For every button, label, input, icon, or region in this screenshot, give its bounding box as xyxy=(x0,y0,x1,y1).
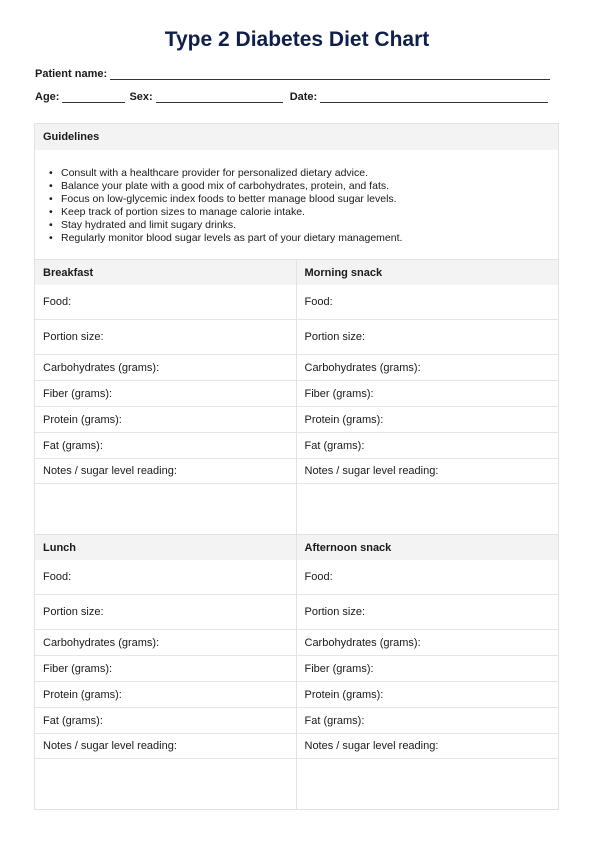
notes-field[interactable]: Notes / sugar level reading: xyxy=(35,459,296,484)
fiber-field[interactable]: Fiber (grams): xyxy=(297,381,559,407)
notes-area[interactable] xyxy=(35,759,296,809)
notes-field[interactable]: Notes / sugar level reading: xyxy=(35,734,296,759)
fat-field[interactable]: Fat (grams): xyxy=(35,433,296,459)
portion-field[interactable]: Portion size: xyxy=(297,320,559,355)
date-label: Date: xyxy=(289,91,318,103)
afternoon-snack-column xyxy=(297,534,560,810)
age-label: Age: xyxy=(35,91,60,103)
food-field[interactable]: Food: xyxy=(297,560,559,595)
protein-field[interactable]: Protein (grams): xyxy=(297,682,559,708)
notes-area[interactable] xyxy=(297,484,559,534)
protein-field[interactable]: Protein (grams): xyxy=(35,682,296,708)
food-field[interactable]: Food: xyxy=(35,285,296,320)
patient-name-field[interactable] xyxy=(110,69,550,80)
patient-details-row xyxy=(35,91,548,103)
page-title: Type 2 Diabetes Diet Chart xyxy=(164,28,430,51)
fat-field[interactable]: Fat (grams): xyxy=(35,708,296,734)
morning-snack-heading: Morning snack xyxy=(297,260,559,285)
date-field[interactable] xyxy=(320,92,548,103)
list-item: • Regularly monitor blood sugar levels as part of your dietary management. xyxy=(49,232,558,245)
morning-snack-column xyxy=(297,259,560,535)
food-field[interactable]: Food: xyxy=(35,560,296,595)
protein-field[interactable]: Protein (grams): xyxy=(297,407,559,433)
age-field[interactable] xyxy=(62,92,125,103)
afternoon-snack-heading: Afternoon snack xyxy=(297,535,559,560)
breakfast-column xyxy=(34,259,297,535)
guidelines-box xyxy=(34,123,559,260)
list-item: • Balance your plate with a good mix of carbohydrates, protein, and fats. xyxy=(49,180,558,193)
carbs-field[interactable]: Carbohydrates (grams): xyxy=(35,630,296,656)
sex-field[interactable] xyxy=(156,92,283,103)
guidelines-heading: Guidelines xyxy=(35,124,558,150)
meal-section-morning xyxy=(34,259,559,535)
carbs-field[interactable]: Carbohydrates (grams): xyxy=(35,355,296,381)
portion-field[interactable]: Portion size: xyxy=(35,320,296,355)
portion-field[interactable]: Portion size: xyxy=(35,595,296,630)
lunch-heading: Lunch xyxy=(35,535,296,560)
fiber-field[interactable]: Fiber (grams): xyxy=(35,656,296,682)
list-item: • Consult with a healthcare provider for personalized dietary advice. xyxy=(49,167,558,180)
list-item: • Keep track of portion sizes to manage calorie intake. xyxy=(49,206,558,219)
notes-area[interactable] xyxy=(35,484,296,534)
fiber-field[interactable]: Fiber (grams): xyxy=(35,381,296,407)
carbs-field[interactable]: Carbohydrates (grams): xyxy=(297,630,559,656)
meal-section-afternoon xyxy=(34,534,559,810)
notes-area[interactable] xyxy=(297,759,559,809)
protein-field[interactable]: Protein (grams): xyxy=(35,407,296,433)
fat-field[interactable]: Fat (grams): xyxy=(297,433,559,459)
sex-label: Sex: xyxy=(129,91,153,103)
food-field[interactable]: Food: xyxy=(297,285,559,320)
notes-field[interactable]: Notes / sugar level reading: xyxy=(297,734,559,759)
lunch-column xyxy=(34,534,297,810)
fat-field[interactable]: Fat (grams): xyxy=(297,708,559,734)
breakfast-heading: Breakfast xyxy=(35,260,296,285)
patient-name-row xyxy=(35,68,550,80)
carbs-field[interactable]: Carbohydrates (grams): xyxy=(297,355,559,381)
notes-field[interactable]: Notes / sugar level reading: xyxy=(297,459,559,484)
fiber-field[interactable]: Fiber (grams): xyxy=(297,656,559,682)
list-item: • Stay hydrated and limit sugary drinks. xyxy=(49,219,558,232)
portion-field[interactable]: Portion size: xyxy=(297,595,559,630)
list-item: • Focus on low-glycemic index foods to better manage blood sugar levels. xyxy=(49,193,558,206)
guidelines-list xyxy=(35,150,558,245)
patient-name-label: Patient name: xyxy=(35,68,108,80)
